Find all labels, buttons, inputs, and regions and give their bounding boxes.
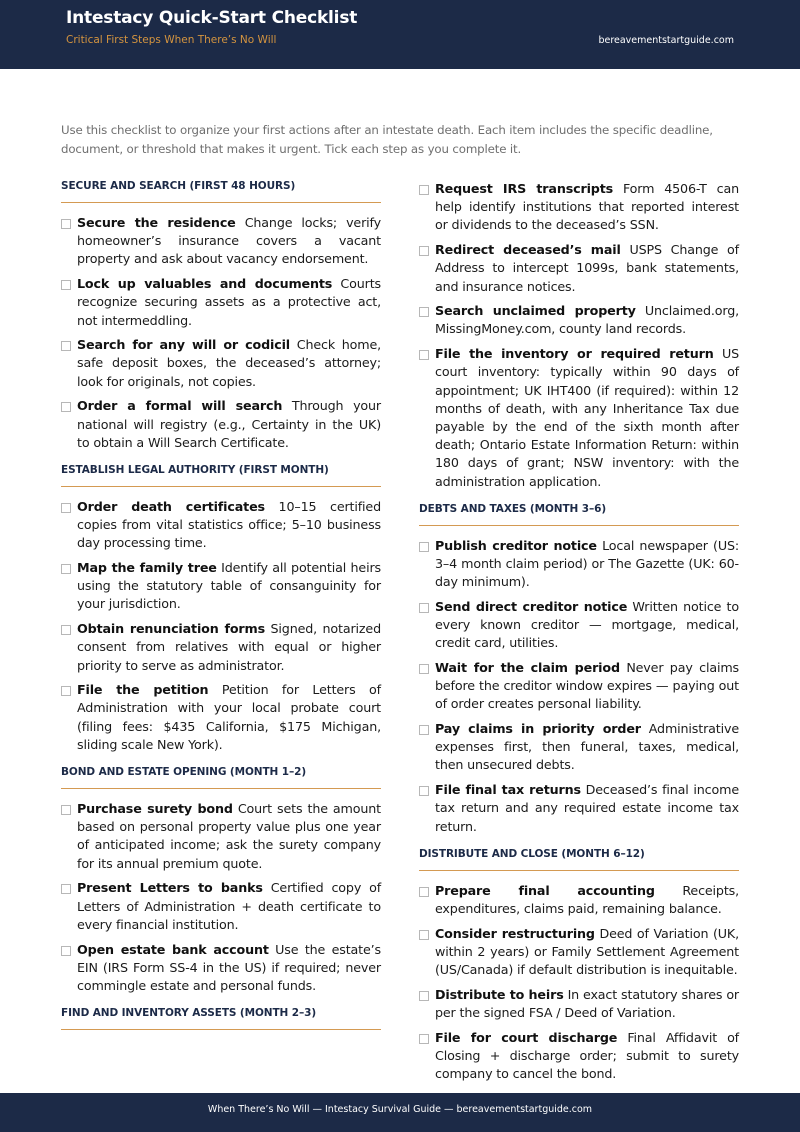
- checklist-item-redirect-deceased-s-mail: [419, 241, 739, 296]
- checklist-section: [419, 503, 739, 836]
- item-label: Search unclaimed property: [435, 303, 636, 319]
- item-label: Order death certificates: [77, 498, 265, 514]
- item-description: Identify all potential heirs using the statutory table of consanguinity for your jurisdiction.: [77, 560, 381, 612]
- checkbox-icon[interactable]: [61, 805, 71, 815]
- checklist-item-file-the-petition: [61, 681, 381, 754]
- item-description: 10–15 certified copies from vital statistics office; 5–10 business day processing time.: [77, 498, 381, 551]
- item-description: Deed of Variation (UK, within 2 years) or Family Settlement Agreement (US/Canada) if default distribution is inequitable.: [435, 925, 739, 978]
- checklist-item-file-final-tax-returns: [419, 781, 739, 836]
- checklist-item-send-direct-creditor-notice: [419, 598, 739, 653]
- item-label: File final tax returns: [435, 782, 581, 798]
- footer-text: When There’s No Will — Intestacy Survival Guide — bereavementstartguide.com: [207, 1104, 593, 1115]
- intro-text: Use this checklist to organize your first actions after an intestate death. Each item includes the specific deadline, document, or threshold that makes it urgent. Tick each step as you complete it.: [61, 123, 713, 156]
- item-description: USPS Change of Address to intercept 1099s, bank statements, and insurance notices.: [435, 242, 739, 294]
- checkbox-icon[interactable]: [61, 402, 71, 412]
- item-label: Map the family tree: [77, 560, 217, 576]
- checklist-item-obtain-renunciation-forms: [61, 620, 381, 675]
- item-description: Local newspaper (US: 3–4 month claim period) or The Gazette (UK: 60-day minimum).: [435, 537, 739, 590]
- item-label: Search for any will or codicil: [77, 337, 290, 353]
- checklist-item-request-irs-transcripts: [419, 180, 739, 235]
- item-label: Secure the residence: [77, 215, 236, 230]
- item-label: Distribute to heirs: [435, 986, 564, 1002]
- checkbox-icon[interactable]: [61, 219, 71, 229]
- item-label: File the petition: [77, 682, 209, 698]
- section-title: FIND AND INVENTORY ASSETS (MONTH 2–3): [61, 1007, 381, 1030]
- item-description: Receipts, expenditures, claims paid, remaining balance.: [435, 882, 739, 916]
- item-label: File the inventory or required return: [435, 346, 714, 362]
- item-description: Through your national will registry (e.g., Certainty in the UK) to obtain a Will Search Certificate.: [77, 398, 381, 450]
- checklist-item-search-for-any-will-or-codicil: [61, 336, 381, 391]
- header-site-link: bereavementstartguide.com: [598, 35, 734, 46]
- item-label: Publish creditor notice: [435, 537, 597, 553]
- checklist-item-present-letters-to-banks: [61, 879, 381, 934]
- item-description: US court inventory: typically within 90 days of appointment; UK IHT400 (if required): within 12 months of death, with any Inheritance Tax due payable by the end of the sixth month after death; Ontario Estate Information Return: within 180 days of grant; NSW inventory: with the administration application.: [435, 346, 739, 489]
- checkbox-icon[interactable]: [419, 185, 429, 195]
- checkbox-icon[interactable]: [61, 280, 71, 290]
- checkbox-icon[interactable]: [61, 341, 71, 351]
- item-label: Pay claims in priority order: [435, 721, 641, 737]
- checklist-section: [419, 848, 739, 1084]
- section-title: BOND AND ESTATE OPENING (MONTH 1–2): [61, 766, 381, 789]
- item-description: Administrative expenses first, then funeral, taxes, medical, then unsecured debts.: [435, 721, 739, 773]
- item-label: Present Letters to banks: [77, 880, 263, 896]
- checklist-item-purchase-surety-bond: [61, 800, 381, 873]
- page-footer: [0, 1093, 800, 1132]
- item-label: Obtain renunciation forms: [77, 621, 266, 637]
- item-description: Signed, notarized consent from relatives with equal or higher priority to serve as administrator.: [77, 621, 381, 673]
- item-description: Unclaimed.org, MissingMoney.com, county land records.: [435, 303, 739, 337]
- checklist-section: [61, 180, 381, 452]
- checkbox-icon[interactable]: [419, 991, 429, 1001]
- checklist-item-pay-claims-in-priority-order: [419, 720, 739, 775]
- section-title: DEBTS AND TAXES (MONTH 3–6): [419, 503, 739, 526]
- page-title: Intestacy Quick-Start Checklist: [66, 8, 358, 28]
- checkbox-icon[interactable]: [61, 503, 71, 513]
- item-description: Written notice to every known creditor — mortgage, medical, credit card, utilities.: [435, 598, 739, 651]
- checklist-item-file-the-inventory-or-required-return: [419, 345, 739, 491]
- item-description: Court sets the amount based on personal property value plus one year of anticipated income; ask the surety company for its annual premium quote.: [77, 801, 381, 871]
- checklist-section: [61, 464, 381, 754]
- checkbox-icon[interactable]: [61, 946, 71, 956]
- checklist-item-order-death-certificates: [61, 498, 381, 553]
- section-title: SECURE AND SEARCH (FIRST 48 HOURS): [61, 180, 381, 203]
- checklist-section: [61, 1007, 381, 1030]
- checkbox-icon[interactable]: [61, 686, 71, 696]
- checkbox-icon[interactable]: [419, 307, 429, 317]
- section-title: DISTRIBUTE AND CLOSE (MONTH 6–12): [419, 848, 739, 871]
- item-label: Consider restructuring: [435, 925, 595, 941]
- item-description: Form 4506-T can help identify institutions that reported interest or dividends to the deceased’s SSN.: [435, 181, 739, 233]
- item-description: Deceased’s final income tax return and any required estate income tax return.: [435, 782, 739, 834]
- checklist-item-publish-creditor-notice: [419, 537, 739, 592]
- checklist-item-open-estate-bank-account: [61, 941, 381, 996]
- item-label: Purchase surety bond: [77, 801, 233, 817]
- checkbox-icon[interactable]: [419, 725, 429, 735]
- item-description: In exact statutory shares or per the signed FSA / Deed of Variation.: [435, 986, 739, 1021]
- checkbox-icon[interactable]: [61, 625, 71, 635]
- section-title: ESTABLISH LEGAL AUTHORITY (FIRST MONTH): [61, 464, 381, 487]
- checklist-section: [61, 766, 381, 995]
- checkbox-icon[interactable]: [61, 884, 71, 894]
- checkbox-icon[interactable]: [419, 930, 429, 940]
- checklist-item-distribute-to-heirs: [419, 986, 739, 1022]
- item-label: Wait for the claim period: [435, 659, 620, 675]
- page-subtitle: Critical First Steps When There’s No Will: [66, 34, 277, 46]
- checklist-section: [419, 180, 739, 491]
- item-label: Prepare final accounting: [435, 882, 655, 898]
- checklist-item-consider-restructuring: [419, 925, 739, 980]
- item-description: Never pay claims before the creditor window expires — paying out of order creates personal liability.: [435, 659, 739, 712]
- item-label: Order a formal will search: [77, 398, 283, 414]
- checkbox-icon[interactable]: [419, 664, 429, 674]
- checkbox-icon[interactable]: [419, 786, 429, 796]
- item-description: Check home, safe deposit boxes, the deceased’s attorney; look for originals, not copies.: [77, 337, 382, 389]
- checklist-item-file-for-court-discharge: [419, 1029, 739, 1084]
- item-description: Use the estate’s EIN (IRS Form SS-4 in the US) if required; never commingle estate and personal funds.: [77, 941, 381, 993]
- item-label: Send direct creditor notice: [435, 598, 628, 614]
- item-label: Redirect deceased’s mail: [435, 242, 621, 258]
- item-description: Final Affidavit of Closing + discharge order; submit to surety company to cancel the bond.: [435, 1029, 740, 1082]
- left-column: [61, 180, 381, 1042]
- checklist-item-wait-for-the-claim-period: [419, 659, 739, 714]
- checkbox-icon[interactable]: [419, 246, 429, 256]
- checklist-item-lock-up-valuables-and-documents: [61, 275, 381, 330]
- checkbox-icon[interactable]: [419, 542, 429, 552]
- checkbox-icon[interactable]: [61, 564, 71, 574]
- checklist-item-secure-the-residence: [61, 214, 381, 269]
- checkbox-icon[interactable]: [419, 887, 429, 897]
- checklist-item-map-the-family-tree: [61, 559, 381, 614]
- item-label: Request IRS transcripts: [435, 181, 614, 196]
- checkbox-icon[interactable]: [419, 1034, 429, 1044]
- item-label: File for court discharge: [435, 1029, 618, 1045]
- checkbox-icon[interactable]: [419, 603, 429, 613]
- checklist-item-search-unclaimed-property: [419, 302, 739, 338]
- page-header: [0, 0, 800, 69]
- checklist-item-order-a-formal-will-search: [61, 397, 381, 452]
- item-label: Open estate bank account: [77, 941, 269, 957]
- item-label: Lock up valuables and documents: [77, 276, 333, 292]
- item-description: Certified copy of Letters of Administration + death certificate to every financial institution.: [77, 880, 382, 932]
- item-description: Petition for Letters of Administration with your local probate court (filing fees: $435 California, $175 Michigan, sliding scale New York).: [77, 682, 381, 752]
- checklist-item-prepare-final-accounting: [419, 882, 739, 918]
- right-column: [419, 180, 739, 1095]
- item-description: Courts recognize securing assets as a protective act, not intermeddling.: [77, 276, 381, 328]
- checkbox-icon[interactable]: [419, 350, 429, 360]
- item-description: Change locks; verify homeowner’s insurance covers a vacant property and ask about vacancy endorsement.: [77, 215, 381, 267]
